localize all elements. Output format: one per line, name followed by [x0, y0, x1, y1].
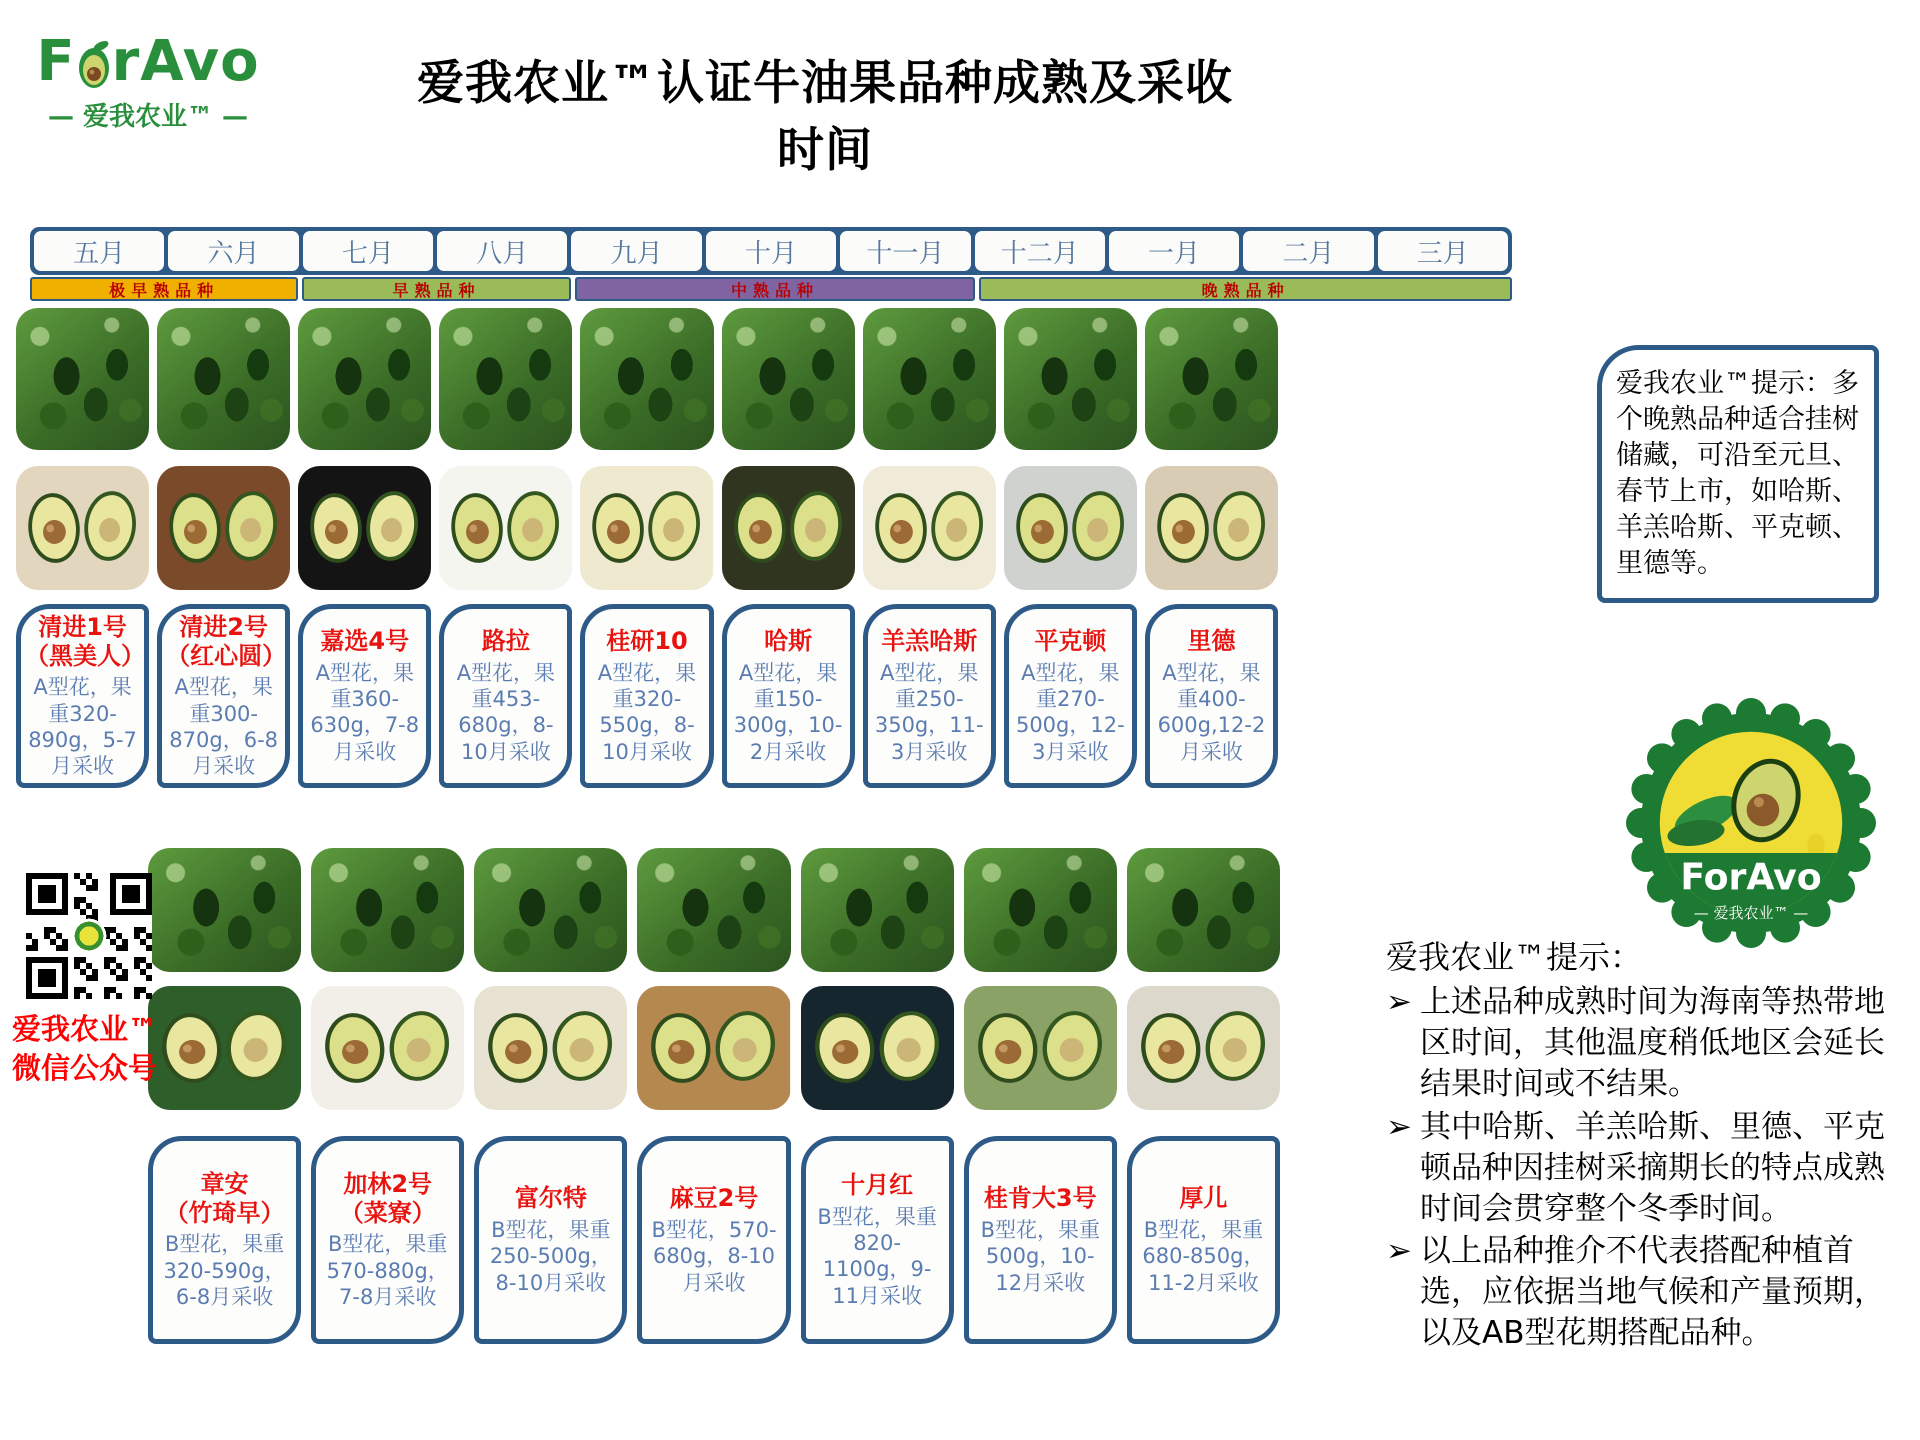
early-fruit-photo-7	[863, 466, 996, 590]
cut-avocado-image	[311, 986, 464, 1110]
late-fruit-photo-3	[474, 986, 627, 1110]
cut-avocado-image	[722, 466, 855, 590]
variety-name: 富尔特	[514, 1184, 587, 1213]
cut-avocado-image	[439, 466, 572, 590]
late-variety-厚儿	[1127, 848, 1280, 1344]
late-tree-photo-7	[1127, 848, 1280, 972]
variety-card-哈斯	[722, 604, 855, 788]
maturity-category-bar	[30, 277, 1512, 301]
late-tree-photo-3	[474, 848, 627, 972]
variety-card-厚儿	[1127, 1136, 1280, 1344]
variety-desc: A型花，果重250-350g，11-3月采收	[874, 660, 984, 764]
variety-card-清进2号	[157, 604, 290, 788]
cut-avocado-image	[964, 986, 1117, 1110]
variety-card-嘉选4号	[298, 604, 431, 788]
variety-desc: A型花，果重320-890g，5-7月采收	[28, 675, 137, 779]
variety-desc: B型花，果重820-1100g，9-11月采收	[817, 1204, 937, 1308]
variety-desc: A型花，果重320-550g，8-10月采收	[597, 660, 697, 764]
cut-avocado-image	[1127, 986, 1280, 1110]
early-variety-里德	[1145, 308, 1278, 788]
cut-avocado-image	[474, 986, 627, 1110]
qr-label-line1: 爱我农业™	[12, 1012, 158, 1046]
month-十一月: 十一月	[840, 231, 970, 271]
variety-card-加林2号	[311, 1136, 464, 1344]
variety-name: 清进1号 （黑美人）	[25, 612, 145, 670]
month-九月: 九月	[571, 231, 701, 271]
tips-block	[1386, 932, 1914, 1356]
category-中熟品种: 中熟品种	[575, 277, 976, 301]
early-fruit-photo-3	[298, 466, 431, 590]
foravo-logo-subtitle: — 爱我农业™ —	[47, 102, 249, 132]
late-variety-十月红	[801, 848, 954, 1344]
early-fruit-photo-5	[580, 466, 713, 590]
early-fruit-photo-8	[1004, 466, 1137, 590]
month-timeline	[30, 227, 1512, 275]
variety-name: 里德	[1187, 627, 1236, 656]
variety-name: 桂肯大3号	[983, 1184, 1097, 1213]
variety-card-桂肯大3号	[964, 1136, 1117, 1344]
early-tree-photo-9	[1145, 308, 1278, 450]
early-tree-photo-2	[157, 308, 290, 450]
late-tree-photo-2	[311, 848, 464, 972]
variety-desc: B型花，果重250-500g，8-10月采收	[489, 1218, 612, 1295]
month-六月: 六月	[168, 231, 298, 271]
qr-label	[12, 1010, 252, 1088]
tip-item-1: ➢ 上述品种成熟时间为海南等热带地区时间，其他温度稍低地区会延长结果时间或不结果。	[1386, 982, 1914, 1105]
variety-card-平克顿	[1004, 604, 1137, 788]
variety-desc: A型花，果重150-300g，10-2月采收	[733, 660, 843, 764]
variety-name: 平克顿	[1034, 627, 1107, 656]
variety-desc: A型花，果重453-680g，8-10月采收	[456, 660, 556, 764]
late-tree-photo-6	[964, 848, 1117, 972]
late-variety-note-box: 爱我农业™提示：多个晚熟品种适合挂树储藏，可沿至元旦、春节上市，如哈斯、羊羔哈斯、平克顿、里德等。	[1597, 345, 1879, 603]
tips-title: 爱我农业™提示：	[1386, 938, 1643, 976]
cut-avocado-image	[1004, 466, 1137, 590]
variety-card-路拉	[439, 604, 572, 788]
variety-desc: A型花，果重300-870g，6-8月采收	[169, 675, 279, 779]
early-tree-photo-5	[580, 308, 713, 450]
variety-name: 加林2号 （菜寮）	[339, 1169, 436, 1227]
variety-card-里德	[1145, 604, 1278, 788]
cut-avocado-image	[863, 466, 996, 590]
month-五月: 五月	[34, 231, 164, 271]
variety-desc: B型花，果重320-590g，6-8月采收	[163, 1232, 286, 1309]
cut-avocado-image	[157, 466, 290, 590]
b-type-varieties-grid	[148, 848, 1280, 1344]
late-fruit-photo-4	[637, 986, 790, 1110]
early-tree-photo-3	[298, 308, 431, 450]
late-fruit-photo-7	[1127, 986, 1280, 1110]
tip-item-2: ➢ 其中哈斯、羊羔哈斯、里德、平克顿品种因挂树采摘期长的特点成熟时间会贯穿整个冬季时间。	[1386, 1107, 1914, 1230]
svg-text:— 爱我农业™ —: — 爱我农业™ —	[1693, 904, 1809, 922]
tip-item-3: ➢ 以上品种推介不代表搭配种植首选，应依据当地气候和产量预期，以及AB型花期搭配品种。	[1386, 1231, 1914, 1354]
tips-list	[1386, 982, 1914, 1354]
late-tree-photo-1	[148, 848, 301, 972]
late-fruit-photo-6	[964, 986, 1117, 1110]
variety-name: 桂研10	[606, 627, 688, 656]
variety-desc: A型花，果重400-600g,12-2月采收	[1157, 660, 1266, 764]
late-variety-章安	[148, 848, 301, 1344]
variety-name: 哈斯	[764, 627, 813, 656]
variety-desc: B型花，570-680g，8-10月采收	[651, 1218, 777, 1295]
early-fruit-photo-4	[439, 466, 572, 590]
variety-desc: B型花，果重570-880g，7-8月采收	[326, 1232, 449, 1309]
month-一月: 一月	[1109, 231, 1239, 271]
avocado-icon	[77, 40, 111, 90]
late-tree-photo-5	[801, 848, 954, 972]
late-variety-桂肯大3号	[964, 848, 1117, 1344]
variety-card-羊羔哈斯	[863, 604, 996, 788]
cut-avocado-image	[580, 466, 713, 590]
variety-card-桂研10	[580, 604, 713, 788]
early-variety-清进1号	[16, 308, 149, 788]
late-variety-富尔特	[474, 848, 627, 1344]
foravo-badge	[1626, 698, 1876, 948]
early-fruit-photo-2	[157, 466, 290, 590]
month-十月: 十月	[706, 231, 836, 271]
early-variety-路拉	[439, 308, 572, 788]
late-variety-加林2号	[311, 848, 464, 1344]
month-八月: 八月	[437, 231, 567, 271]
variety-card-麻豆2号	[637, 1136, 790, 1344]
svg-text:ForAvo: ForAvo	[1680, 855, 1822, 899]
cut-avocado-image	[801, 986, 954, 1110]
late-fruit-photo-5	[801, 986, 954, 1110]
month-七月: 七月	[303, 231, 433, 271]
late-tree-photo-4	[637, 848, 790, 972]
cut-avocado-image	[298, 466, 431, 590]
category-晚熟品种: 晚熟品种	[979, 277, 1512, 301]
variety-card-富尔特	[474, 1136, 627, 1344]
early-variety-平克顿	[1004, 308, 1137, 788]
cut-avocado-image	[1145, 466, 1278, 590]
category-极早熟品种: 极早熟品种	[30, 277, 298, 301]
variety-desc: A型花，果重360-630g，7-8月采收	[310, 660, 420, 764]
variety-name: 路拉	[481, 627, 530, 656]
qr-label-line2: 微信公众号	[12, 1051, 158, 1086]
cut-avocado-image	[16, 466, 149, 590]
category-早熟品种: 早熟品种	[302, 277, 570, 301]
early-variety-哈斯	[722, 308, 855, 788]
variety-name: 章安 （竹琦早）	[164, 1169, 285, 1227]
variety-name: 十月红	[841, 1171, 914, 1200]
variety-name: 麻豆2号	[669, 1184, 759, 1213]
early-tree-photo-8	[1004, 308, 1137, 450]
arrow-bullet-icon: ➢	[1386, 984, 1412, 1020]
variety-name: 清进2号 （红心圆）	[166, 612, 287, 670]
early-variety-羊羔哈斯	[863, 308, 996, 788]
foravo-logo-text: F rAvo	[36, 29, 260, 94]
page-title: 爱我农业™认证牛油果品种成熟及采收时间	[417, 56, 1233, 178]
late-variety-麻豆2号	[637, 848, 790, 1344]
early-tree-photo-1	[16, 308, 149, 450]
a-type-varieties-grid	[16, 308, 1278, 788]
month-十二月: 十二月	[975, 231, 1105, 271]
variety-name: 羊羔哈斯	[881, 627, 978, 656]
variety-card-章安	[148, 1136, 301, 1344]
early-tree-photo-7	[863, 308, 996, 450]
wechat-qr-code	[26, 873, 152, 999]
early-variety-清进2号	[157, 308, 290, 788]
variety-card-十月红	[801, 1136, 954, 1344]
early-variety-桂研10	[580, 308, 713, 788]
early-variety-嘉选4号	[298, 308, 431, 788]
month-三月: 三月	[1378, 231, 1508, 271]
month-二月: 二月	[1243, 231, 1373, 271]
cut-avocado-image	[637, 986, 790, 1110]
late-fruit-photo-2	[311, 986, 464, 1110]
variety-card-清进1号	[16, 604, 149, 788]
variety-name: 嘉选4号	[320, 627, 410, 656]
early-fruit-photo-1	[16, 466, 149, 590]
arrow-bullet-icon: ➢	[1386, 1233, 1412, 1270]
variety-desc: A型花，果重270-500g，12-3月采收	[1015, 660, 1125, 764]
foravo-logo	[28, 29, 268, 133]
variety-desc: B型花，果重500g，10-12月采收	[980, 1218, 1100, 1295]
variety-name: 厚儿	[1179, 1184, 1228, 1213]
early-fruit-photo-6	[722, 466, 855, 590]
early-fruit-photo-9	[1145, 466, 1278, 590]
early-tree-photo-6	[722, 308, 855, 450]
arrow-bullet-icon: ➢	[1386, 1108, 1412, 1145]
early-tree-photo-4	[439, 308, 572, 450]
variety-desc: B型花，果重680-850g，11-2月采收	[1142, 1218, 1265, 1295]
